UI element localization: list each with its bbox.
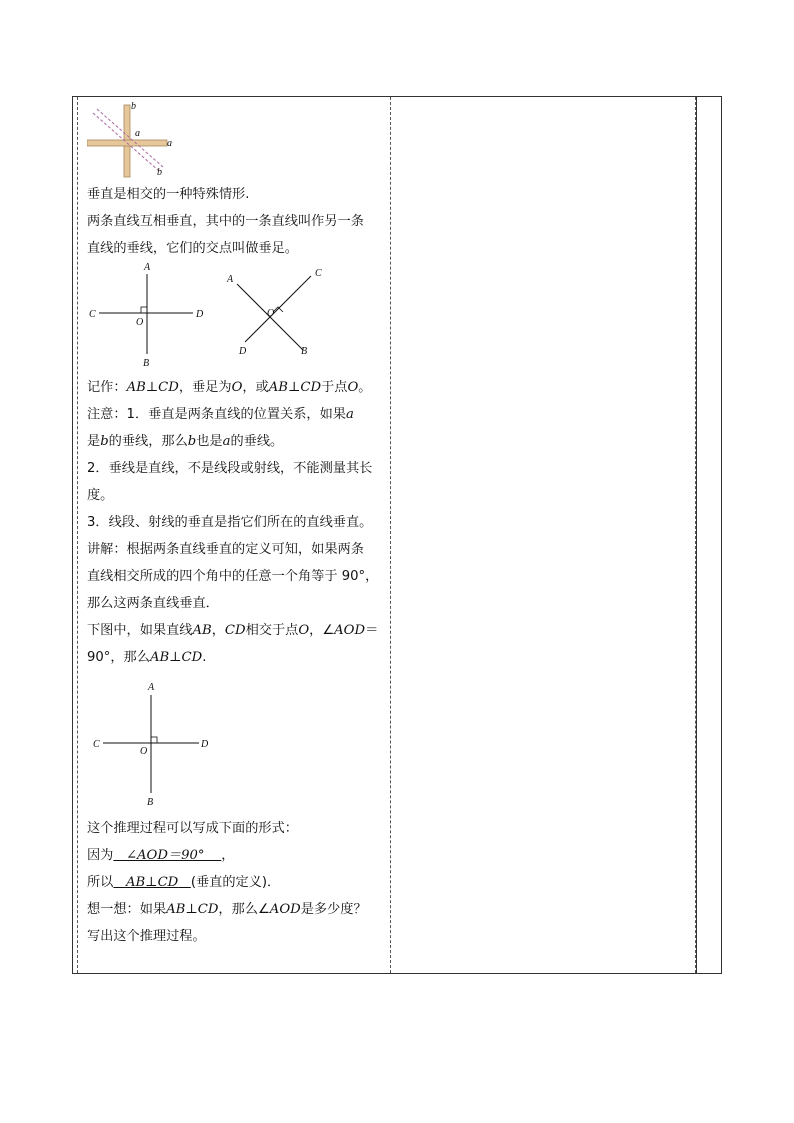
text: 的垂线。 [230,434,284,449]
fill-blank [113,875,190,890]
fig3-label-B: B [301,346,308,357]
text: 。 [358,380,372,395]
text: . [202,650,207,665]
text-line [87,644,385,671]
math: AB⊥CD [149,650,203,665]
fig2-label-C: C [89,309,96,320]
fig2-label-B: B [143,358,150,369]
text: 因为 [87,848,114,863]
perpendicular-upright-figure [87,262,212,374]
text-line: 直线的垂线，它们的交点叫做垂足。 [87,241,298,256]
fig1-label-a-right: a [167,138,172,149]
text: ，垂足为 [178,380,232,395]
fig4-label-O: O [140,746,148,757]
text: 想一想：如果 [87,902,167,917]
text: 的垂线，那么 [108,434,188,449]
perpendicular-figures-row [87,262,385,374]
text: ，那么∠ [218,902,270,917]
notation-line [87,374,385,401]
text-line: 写出这个推理过程。 [87,929,206,944]
text: ，∠ [309,623,335,638]
text: ， [221,848,235,863]
note-line [87,401,385,428]
math: CD [224,623,246,638]
math: AOD [334,623,366,638]
fig1-label-a-mid: a [135,128,140,139]
math: AB⊥CD [125,875,179,890]
math: AB⊥CD [166,902,219,917]
note-line [87,428,385,455]
crossed-sticks-figure [87,101,187,181]
notes-column [391,97,696,973]
fig3-label-D: D [239,346,247,357]
text: 相交于点 [245,623,299,638]
math: AOD [269,902,301,917]
text: ＝ [365,623,379,638]
fig4-label-A: A [148,682,155,693]
text: 所以 [87,875,114,890]
text: ，或 [242,380,269,395]
text: 是 [87,434,101,449]
fig3-label-O: O [267,308,275,319]
text: 90°，那么 [87,650,150,665]
fig2-label-D: D [196,309,204,320]
text-line: 这个推理过程可以写成下面的形式： [87,821,298,836]
lesson-content [87,97,385,950]
content-column [73,97,391,973]
text-line: 度。 [87,488,114,503]
think-line [87,896,385,923]
text-line: 讲解：根据两条直线垂直的定义可知，如果两条 [87,542,364,557]
math: AB⊥CD [126,380,179,395]
text-line: 那么这两条直线垂直． [87,596,219,611]
column-divider [77,97,78,973]
text: 记作： [87,380,127,395]
fill-blank [113,848,221,863]
math: AB⊥CD [268,380,322,395]
text: (垂直的定义)． [190,875,281,890]
math: a [222,434,231,449]
fig3-label-C: C [315,268,322,279]
perpendicular-tilted-figure [225,262,335,374]
text-line: 3．线段、射线的垂直是指它们所在的直线垂直。 [87,515,373,530]
text-line: 两条直线互相垂直，其中的一条直线叫作另一条 [87,214,364,229]
fig4-label-B: B [147,797,154,808]
fig4-label-D: D [201,739,209,750]
text: 注意：1．垂直是两条直线的位置关系，如果 [87,407,346,422]
math: O [231,380,243,395]
fig4-label-C: C [93,739,100,750]
perpendicular-example-figure [87,679,227,815]
math: a [345,407,354,422]
text: ， [211,623,225,638]
reasoning-because [87,842,385,869]
fig2-label-O: O [136,317,144,328]
text: 于点 [321,380,348,395]
text-line: 垂直是相交的一种特殊情形. [87,187,250,202]
text: 下图中，如果直线 [87,623,193,638]
text-line: 2．垂线是直线，不是线段或射线，不能测量其长 [87,461,373,476]
math: b [100,434,109,449]
fig1-label-b-top: b [131,101,136,112]
text-line: 直线相交所成的四个角中的任意一个角等于 90°， [87,569,379,584]
reasoning-therefore [87,869,385,896]
fig3-label-A: A [227,274,234,285]
text-line [87,617,385,644]
worksheet-table [72,96,722,974]
math: b [187,434,197,449]
fig2-label-A: A [144,262,151,273]
math: O [298,623,310,638]
column-divider [696,97,697,973]
text: 是多少度？ [300,902,367,917]
math: AB [192,623,212,638]
margin-column [696,97,722,973]
fig1-label-b-bottom: b [157,167,162,178]
text: 也是 [196,434,223,449]
math: O [347,380,359,395]
math: ∠AOD＝90° [125,848,205,863]
